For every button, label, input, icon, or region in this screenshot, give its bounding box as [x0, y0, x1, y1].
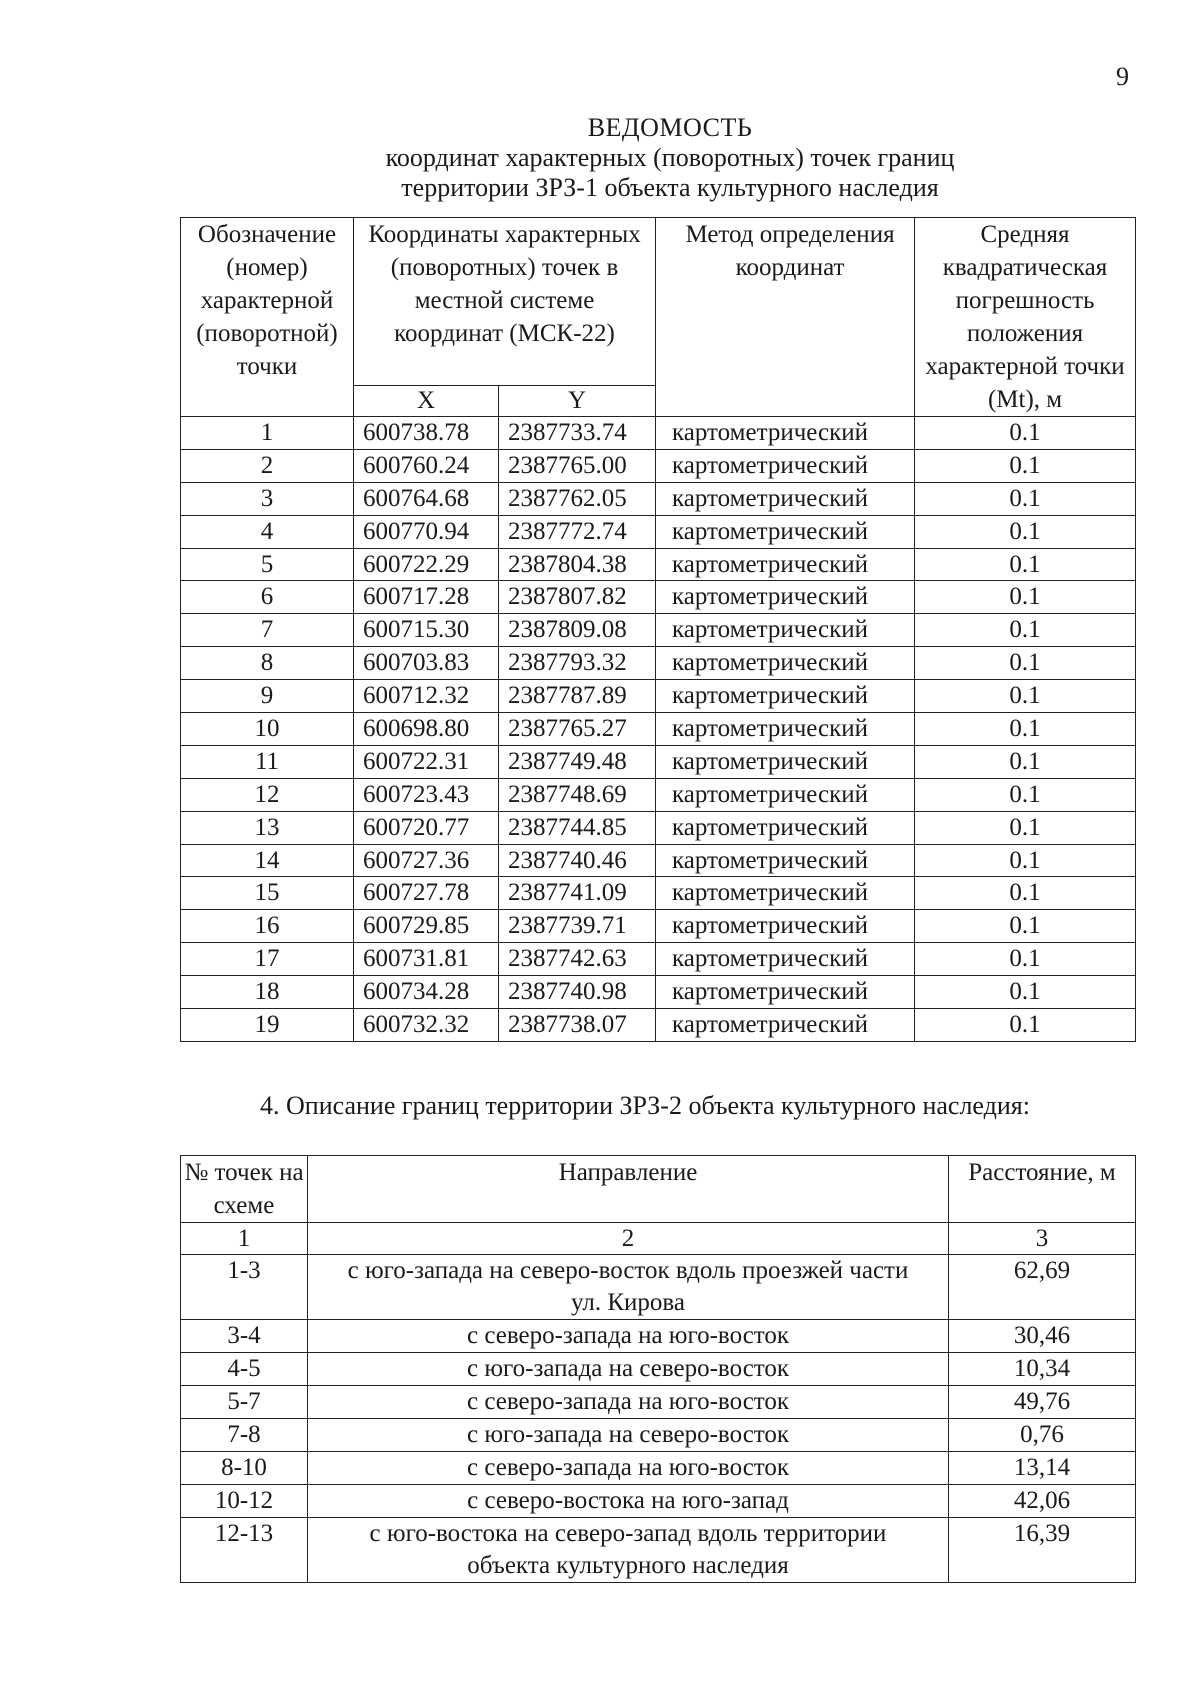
points-cell: 12-13	[181, 1518, 308, 1583]
x-coordinate-cell: 600770.94	[354, 515, 499, 548]
direction-cell: с северо-запада на юго-восток	[308, 1386, 949, 1419]
table-row	[181, 614, 1136, 647]
table-row	[181, 680, 1136, 713]
error-cell: 0.1	[915, 778, 1136, 811]
error-cell: 0.1	[915, 745, 1136, 778]
y-coordinate-cell: 2387804.38	[499, 548, 656, 581]
point-number-cell: 10	[181, 713, 354, 746]
error-cell: 0.1	[915, 910, 1136, 943]
table-row	[181, 1255, 1136, 1320]
y-coordinate-cell: 2387740.46	[499, 844, 656, 877]
point-number-cell: 16	[181, 910, 354, 943]
method-cell: картометрический	[656, 680, 915, 713]
method-cell: картометрический	[656, 910, 915, 943]
x-coordinate-cell: 600764.68	[354, 482, 499, 515]
table-row	[181, 417, 1136, 450]
point-number-cell: 7	[181, 614, 354, 647]
method-cell: картометрический	[656, 417, 915, 450]
points-cell: 1-3	[181, 1255, 308, 1320]
header-points: № точек на схеме	[181, 1156, 308, 1223]
error-cell: 0.1	[915, 482, 1136, 515]
point-number-cell: 12	[181, 778, 354, 811]
table-row	[181, 1452, 1136, 1485]
y-coordinate-cell: 2387742.63	[499, 943, 656, 976]
y-coordinate-cell: 2387765.00	[499, 449, 656, 482]
table-row	[181, 943, 1136, 976]
table-row	[181, 548, 1136, 581]
header-distance: Расстояние, м	[949, 1156, 1136, 1223]
table-row	[181, 745, 1136, 778]
direction-cell: с юго-запада на северо-восток	[308, 1419, 949, 1452]
table-row	[181, 482, 1136, 515]
error-cell: 0.1	[915, 581, 1136, 614]
title-line-3: территории ЗРЗ-1 объекта культурного наследия	[401, 173, 939, 202]
method-cell: картометрический	[656, 976, 915, 1009]
points-cell: 10-12	[181, 1485, 308, 1518]
column-number: 2	[308, 1223, 949, 1255]
method-cell: картометрический	[656, 515, 915, 548]
table-row	[181, 713, 1136, 746]
point-number-cell: 15	[181, 877, 354, 910]
x-coordinate-cell: 600727.78	[354, 877, 499, 910]
direction-cell: с юго-востока на северо-запад вдоль территории объекта культурного наследия	[308, 1518, 949, 1583]
title-line-1: ВЕДОМОСТЬ	[587, 113, 753, 142]
x-coordinate-cell: 600717.28	[354, 581, 499, 614]
error-cell: 0.1	[915, 1009, 1136, 1042]
points-cell: 7-8	[181, 1419, 308, 1452]
point-number-cell: 17	[181, 943, 354, 976]
y-coordinate-cell: 2387749.48	[499, 745, 656, 778]
table-row	[181, 1485, 1136, 1518]
error-cell: 0.1	[915, 877, 1136, 910]
x-coordinate-cell: 600734.28	[354, 976, 499, 1009]
table-row	[181, 910, 1136, 943]
error-cell: 0.1	[915, 417, 1136, 450]
header-y: Y	[499, 386, 656, 417]
error-cell: 0.1	[915, 811, 1136, 844]
table-row	[181, 647, 1136, 680]
x-coordinate-cell: 600703.83	[354, 647, 499, 680]
y-coordinate-cell: 2387809.08	[499, 614, 656, 647]
distance-cell: 13,14	[949, 1452, 1136, 1485]
y-coordinate-cell: 2387787.89	[499, 680, 656, 713]
x-coordinate-cell: 600731.81	[354, 943, 499, 976]
distance-cell: 16,39	[949, 1518, 1136, 1583]
point-number-cell: 4	[181, 515, 354, 548]
y-coordinate-cell: 2387762.05	[499, 482, 656, 515]
distance-cell: 42,06	[949, 1485, 1136, 1518]
table-row	[181, 1320, 1136, 1353]
point-number-cell: 8	[181, 647, 354, 680]
error-cell: 0.1	[915, 449, 1136, 482]
method-cell: картометрический	[656, 745, 915, 778]
x-coordinate-cell: 600712.32	[354, 680, 499, 713]
table-row	[181, 1518, 1136, 1583]
direction-cell: с юго-запада на северо-восток вдоль проезжей части ул. Кирова	[308, 1255, 949, 1320]
header-method: Метод определения координат	[656, 218, 915, 417]
error-cell: 0.1	[915, 713, 1136, 746]
column-number: 3	[949, 1223, 1136, 1255]
x-coordinate-cell: 600738.78	[354, 417, 499, 450]
distance-cell: 62,69	[949, 1255, 1136, 1320]
y-coordinate-cell: 2387741.09	[499, 877, 656, 910]
table-row	[181, 449, 1136, 482]
point-number-cell: 2	[181, 449, 354, 482]
error-cell: 0.1	[915, 614, 1136, 647]
method-cell: картометрический	[656, 614, 915, 647]
x-coordinate-cell: 600720.77	[354, 811, 499, 844]
page-number: 9	[1116, 62, 1129, 91]
table-row	[181, 1419, 1136, 1452]
method-cell: картометрический	[656, 449, 915, 482]
x-coordinate-cell: 600727.36	[354, 844, 499, 877]
header-point-number: Обозначение (номер) характерной (поворотной) точки	[181, 218, 354, 417]
table-row	[181, 976, 1136, 1009]
x-coordinate-cell: 600722.31	[354, 745, 499, 778]
error-cell: 0.1	[915, 647, 1136, 680]
error-cell: 0.1	[915, 844, 1136, 877]
header-x: X	[354, 386, 499, 417]
method-cell: картометрический	[656, 1009, 915, 1042]
point-number-cell: 14	[181, 844, 354, 877]
section-heading: 4. Описание границ территории ЗРЗ-2 объекта культурного наследия:	[260, 1091, 1030, 1120]
points-cell: 8-10	[181, 1452, 308, 1485]
error-cell: 0.1	[915, 515, 1136, 548]
table-row	[181, 1353, 1136, 1386]
point-number-cell: 11	[181, 745, 354, 778]
point-number-cell: 19	[181, 1009, 354, 1042]
method-cell: картометрический	[656, 581, 915, 614]
error-cell: 0.1	[915, 680, 1136, 713]
error-cell: 0.1	[915, 548, 1136, 581]
header-error: Средняя квадратическая погрешность положения характерной точки (Mt), м	[915, 218, 1136, 417]
table-row	[181, 515, 1136, 548]
x-coordinate-cell: 600722.29	[354, 548, 499, 581]
y-coordinate-cell: 2387744.85	[499, 811, 656, 844]
point-number-cell: 5	[181, 548, 354, 581]
error-cell: 0.1	[915, 976, 1136, 1009]
table-row	[181, 811, 1136, 844]
y-coordinate-cell: 2387772.74	[499, 515, 656, 548]
method-cell: картометрический	[656, 482, 915, 515]
table-row	[181, 844, 1136, 877]
x-coordinate-cell: 600723.43	[354, 778, 499, 811]
point-number-cell: 3	[181, 482, 354, 515]
method-cell: картометрический	[656, 713, 915, 746]
method-cell: картометрический	[656, 811, 915, 844]
points-cell: 3-4	[181, 1320, 308, 1353]
x-coordinate-cell: 600715.30	[354, 614, 499, 647]
table-row	[181, 877, 1136, 910]
method-cell: картометрический	[656, 647, 915, 680]
points-cell: 4-5	[181, 1353, 308, 1386]
table-row	[181, 778, 1136, 811]
point-number-cell: 13	[181, 811, 354, 844]
table-row	[181, 581, 1136, 614]
y-coordinate-cell: 2387733.74	[499, 417, 656, 450]
x-coordinate-cell: 600698.80	[354, 713, 499, 746]
title-line-2: координат характерных (поворотных) точек границ	[385, 143, 955, 172]
distance-cell: 10,34	[949, 1353, 1136, 1386]
document-title	[0, 113, 1200, 203]
direction-cell: с северо-запада на юго-восток	[308, 1320, 949, 1353]
table-row	[181, 1009, 1136, 1042]
header-coordinates: Координаты характерных (поворотных) точек в местной системе координат (МСК-22)	[354, 218, 656, 386]
error-cell: 0.1	[915, 943, 1136, 976]
x-coordinate-cell: 600760.24	[354, 449, 499, 482]
point-number-cell: 9	[181, 680, 354, 713]
direction-cell: с северо-востока на юго-запад	[308, 1485, 949, 1518]
point-number-cell: 1	[181, 417, 354, 450]
points-cell: 5-7	[181, 1386, 308, 1419]
y-coordinate-cell: 2387807.82	[499, 581, 656, 614]
y-coordinate-cell: 2387793.32	[499, 647, 656, 680]
column-number: 1	[181, 1223, 308, 1255]
distance-cell: 49,76	[949, 1386, 1136, 1419]
y-coordinate-cell: 2387740.98	[499, 976, 656, 1009]
table-row	[181, 1386, 1136, 1419]
method-cell: картометрический	[656, 943, 915, 976]
coordinates-table	[180, 217, 1136, 1042]
y-coordinate-cell: 2387739.71	[499, 910, 656, 943]
method-cell: картометрический	[656, 844, 915, 877]
distance-cell: 30,46	[949, 1320, 1136, 1353]
y-coordinate-cell: 2387748.69	[499, 778, 656, 811]
point-number-cell: 18	[181, 976, 354, 1009]
x-coordinate-cell: 600732.32	[354, 1009, 499, 1042]
method-cell: картометрический	[656, 877, 915, 910]
distance-cell: 0,76	[949, 1419, 1136, 1452]
header-direction: Направление	[308, 1156, 949, 1223]
y-coordinate-cell: 2387765.27	[499, 713, 656, 746]
method-cell: картометрический	[656, 778, 915, 811]
point-number-cell: 6	[181, 581, 354, 614]
direction-cell: с северо-запада на юго-восток	[308, 1452, 949, 1485]
boundary-description-table	[180, 1155, 1136, 1583]
y-coordinate-cell: 2387738.07	[499, 1009, 656, 1042]
direction-cell: с юго-запада на северо-восток	[308, 1353, 949, 1386]
method-cell: картометрический	[656, 548, 915, 581]
x-coordinate-cell: 600729.85	[354, 910, 499, 943]
